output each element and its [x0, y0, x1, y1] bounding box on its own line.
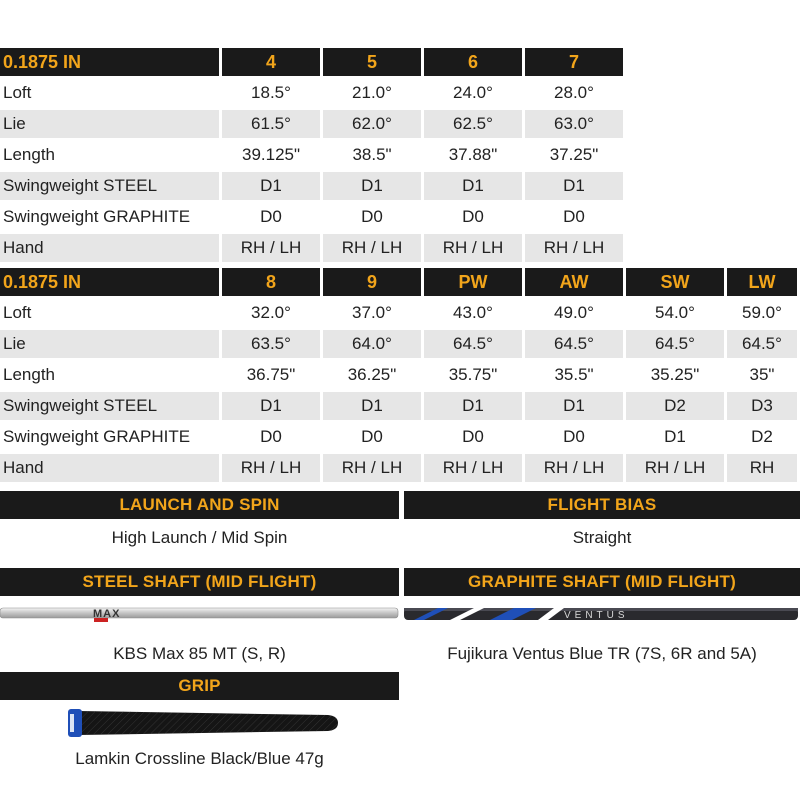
row-label: Hand — [0, 454, 222, 485]
cell: D1 — [626, 423, 727, 454]
grip-image — [66, 705, 346, 741]
cell: 24.0° — [424, 79, 525, 110]
graphite-shaft-value: Fujikura Ventus Blue TR (7S, 6R and 5A) — [447, 644, 757, 663]
row-label: Hand — [0, 234, 222, 265]
flight-bias-header: FLIGHT BIAS — [404, 491, 800, 519]
cell: 35.75" — [424, 361, 525, 392]
cell: D0 — [424, 423, 525, 454]
steel-shaft-body — [0, 608, 398, 618]
row-label: Lie — [0, 330, 222, 361]
header-club-6: 6 — [424, 48, 525, 79]
header-club-lw: LW — [727, 268, 800, 299]
cell: 64.5° — [424, 330, 525, 361]
header-club-aw: AW — [525, 268, 626, 299]
cell: 64.5° — [525, 330, 626, 361]
steel-shaft-logo: MAX — [93, 608, 121, 620]
cell: 38.5" — [323, 141, 424, 172]
cell: 28.0° — [525, 79, 626, 110]
spec-table-long-irons — [0, 48, 626, 265]
steel-shaft-value: KBS Max 85 MT (S, R) — [113, 644, 286, 663]
row-label: Swingweight GRAPHITE — [0, 423, 222, 454]
cell: 64.0° — [323, 330, 424, 361]
cell: D0 — [525, 423, 626, 454]
launch-spin-value: High Launch / Mid Spin — [111, 528, 288, 547]
cell: 62.0° — [323, 110, 424, 141]
cell: D0 — [323, 203, 424, 234]
cell: 37.0° — [323, 299, 424, 330]
cell: 35.5" — [525, 361, 626, 392]
row-label: Swingweight STEEL — [0, 172, 222, 203]
cell: RH / LH — [323, 454, 424, 485]
cell: RH / LH — [222, 454, 323, 485]
row-label: Swingweight GRAPHITE — [0, 203, 222, 234]
steel-shaft-header: STEEL SHAFT (MID FLIGHT) — [0, 568, 399, 596]
table-row — [0, 392, 800, 423]
header-shaft-tip: 0.1875 IN — [0, 268, 222, 299]
cell: 64.5° — [727, 330, 800, 361]
cell: 18.5° — [222, 79, 323, 110]
header-club-8: 8 — [222, 268, 323, 299]
cell: 61.5° — [222, 110, 323, 141]
cell: D1 — [525, 172, 626, 203]
cell: D1 — [424, 172, 525, 203]
table-row — [0, 172, 626, 203]
cell: RH — [727, 454, 800, 485]
row-label: Loft — [0, 79, 222, 110]
header-club-4: 4 — [222, 48, 323, 79]
table-row — [0, 454, 800, 485]
cell: 49.0° — [525, 299, 626, 330]
row-label: Lie — [0, 110, 222, 141]
graphite-shaft-logo: VENTUS — [564, 610, 629, 621]
table-row — [0, 423, 800, 454]
row-label: Swingweight STEEL — [0, 392, 222, 423]
cell: 63.5° — [222, 330, 323, 361]
cell: 36.75" — [222, 361, 323, 392]
table-header-row — [0, 268, 800, 299]
cell: D0 — [525, 203, 626, 234]
header-club-pw: PW — [424, 268, 525, 299]
cell: 37.88" — [424, 141, 525, 172]
row-label: Length — [0, 361, 222, 392]
cell: D1 — [323, 172, 424, 203]
row-label: Loft — [0, 299, 222, 330]
grip-header: GRIP — [0, 672, 399, 700]
cell: 36.25" — [323, 361, 424, 392]
steel-shaft-image — [0, 600, 400, 630]
header-club-7: 7 — [525, 48, 626, 79]
graphite-shaft-header: GRAPHITE SHAFT (MID FLIGHT) — [404, 568, 800, 596]
cell: RH / LH — [424, 454, 525, 485]
cell: 43.0° — [424, 299, 525, 330]
cell: D0 — [222, 423, 323, 454]
cell: RH / LH — [525, 454, 626, 485]
cell: D1 — [323, 392, 424, 423]
cell: 35.25" — [626, 361, 727, 392]
cell: D0 — [323, 423, 424, 454]
cell: RH / LH — [626, 454, 727, 485]
cell: D1 — [222, 172, 323, 203]
cell: 39.125" — [222, 141, 323, 172]
header-club-sw: SW — [626, 268, 727, 299]
table-header-row — [0, 48, 626, 79]
flight-bias-value: Straight — [572, 528, 632, 547]
cell: 37.25" — [525, 141, 626, 172]
cell: 54.0° — [626, 299, 727, 330]
cell: 59.0° — [727, 299, 800, 330]
cell: RH / LH — [525, 234, 626, 265]
table-row — [0, 234, 626, 265]
spec-table-short-irons — [0, 268, 800, 485]
cell: D0 — [424, 203, 525, 234]
cell: RH / LH — [323, 234, 424, 265]
table-row — [0, 330, 800, 361]
cell: 63.0° — [525, 110, 626, 141]
table-row — [0, 141, 626, 172]
cell: RH / LH — [424, 234, 525, 265]
header-shaft-tip: 0.1875 IN — [0, 48, 222, 79]
cell: 62.5° — [424, 110, 525, 141]
cell: 64.5° — [626, 330, 727, 361]
cell: D1 — [525, 392, 626, 423]
header-club-9: 9 — [323, 268, 424, 299]
row-label: Length — [0, 141, 222, 172]
cell: D1 — [424, 392, 525, 423]
cell: 21.0° — [323, 79, 424, 110]
table-row — [0, 299, 800, 330]
cell: RH / LH — [222, 234, 323, 265]
launch-spin-header: LAUNCH AND SPIN — [0, 491, 399, 519]
table-row — [0, 79, 626, 110]
table-row — [0, 361, 800, 392]
cell: 32.0° — [222, 299, 323, 330]
header-club-5: 5 — [323, 48, 424, 79]
table-row — [0, 110, 626, 141]
cell: D2 — [626, 392, 727, 423]
cell: D1 — [222, 392, 323, 423]
cell: D2 — [727, 423, 800, 454]
graphite-shaft-image — [404, 600, 800, 630]
cell: D3 — [727, 392, 800, 423]
table-row — [0, 203, 626, 234]
cell: 35" — [727, 361, 800, 392]
cell: D0 — [222, 203, 323, 234]
grip-value: Lamkin Crossline Black/Blue 47g — [75, 749, 324, 768]
